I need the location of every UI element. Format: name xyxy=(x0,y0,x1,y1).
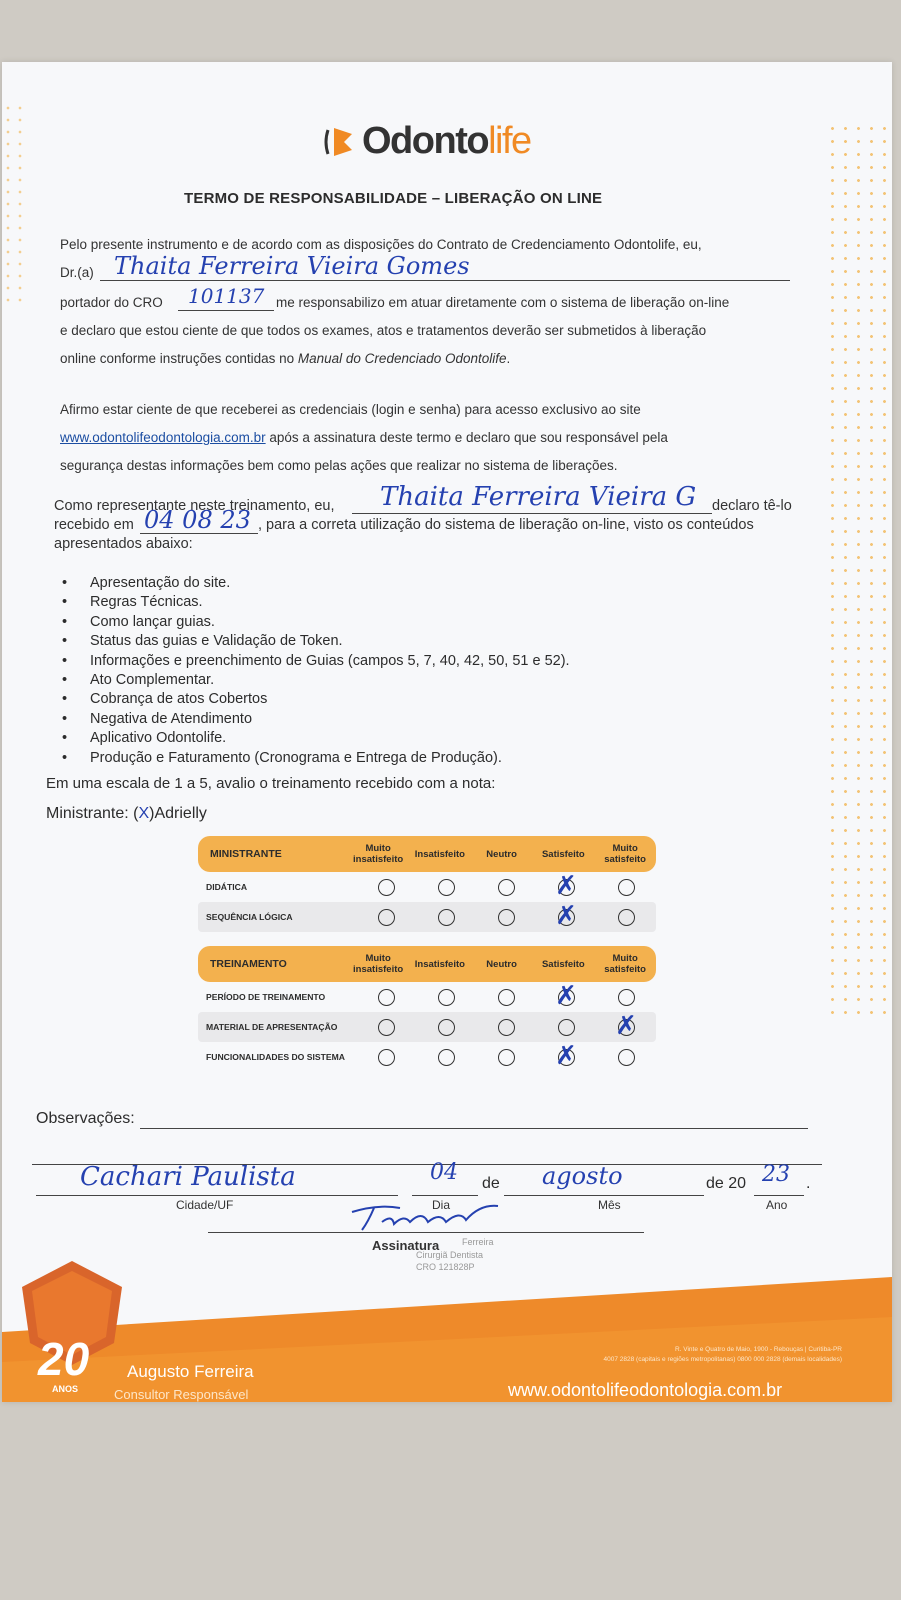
radio-circle-icon[interactable] xyxy=(438,1019,455,1036)
ministrante-table xyxy=(198,836,656,932)
check-mark-icon: ✗ xyxy=(615,1010,637,1041)
radio-circle-icon[interactable] xyxy=(498,1019,515,1036)
radio-circle-icon[interactable] xyxy=(438,1049,455,1066)
radio-circle-icon[interactable] xyxy=(378,1019,395,1036)
dr-name-line xyxy=(100,280,790,281)
rating-option[interactable] xyxy=(476,1019,536,1036)
rating-option[interactable] xyxy=(356,1019,416,1036)
anniversary-number: 20 xyxy=(38,1333,90,1385)
credentials-line2: www.odontolifeodontologia.com.br após a assinatura deste termo e declaro que sou responsável pela xyxy=(60,430,668,445)
radio-circle-icon[interactable] xyxy=(438,989,455,1006)
radio-circle-icon[interactable] xyxy=(498,989,515,1006)
cro-label: portador do CRO xyxy=(60,295,163,310)
rating-option[interactable] xyxy=(596,909,656,926)
rating-option[interactable] xyxy=(536,1040,596,1071)
rating-option[interactable] xyxy=(416,909,476,926)
radio-circle-icon[interactable] xyxy=(378,989,395,1006)
rating-option[interactable] xyxy=(416,1049,476,1066)
day-label: Dia xyxy=(432,1198,451,1212)
radio-circle-icon[interactable] xyxy=(558,1019,575,1036)
training-name-handwritten: Thaita Ferreira Vieira G xyxy=(380,482,697,512)
decorative-dots xyxy=(2,102,22,302)
document-page xyxy=(2,62,892,1402)
rating-option[interactable] xyxy=(596,1049,656,1066)
list-item: • Apresentação do site. xyxy=(60,574,570,593)
stamp-line3: CRO 121828P xyxy=(416,1262,475,1272)
rating-option[interactable] xyxy=(476,989,536,1006)
ministrante-line: Ministrante: (X)Adrielly xyxy=(46,805,207,822)
dr-label: Dr.(a) xyxy=(60,265,94,280)
consultant-name: Augusto Ferreira xyxy=(127,1362,254,1381)
consultant-role: Consultor Responsável xyxy=(114,1387,249,1402)
list-item: • Aplicativo Odontolife. xyxy=(60,729,570,748)
month-label: Mês xyxy=(598,1198,621,1212)
observacoes-label: Observações: xyxy=(36,1110,135,1127)
credentials-line3: segurança destas informações bem como pelas ações que realizar no sistema de liberações. xyxy=(60,458,618,473)
intro-line1: Pelo presente instrumento e de acordo com as disposições do Contrato de Credenciamento Odontolife, eu, xyxy=(60,237,702,252)
dr-name-handwritten: Thaita Ferreira Vieira Gomes xyxy=(114,252,470,280)
signature-drawing xyxy=(348,1200,508,1236)
radio-circle-icon[interactable] xyxy=(438,909,455,926)
check-mark-icon: ✗ xyxy=(555,870,577,901)
treinamento-table xyxy=(198,946,656,1072)
training-line3: apresentados abaixo: xyxy=(54,536,193,552)
check-mark-icon: ✗ xyxy=(555,980,577,1011)
radio-circle-icon[interactable] xyxy=(438,879,455,896)
list-item: • Informações e preenchimento de Guias (campos 5, 7, 40, 42, 50, 51 e 52). xyxy=(60,652,570,671)
table-header: TREINAMENTO Muito insatisfeito Insatisfeito Neutro Satisfeito Muito satisfeito xyxy=(198,946,656,982)
table-header: MINISTRANTE Muito insatisfeito Insatisfeito Neutro Satisfeito Muito satisfeito xyxy=(198,836,656,872)
day-handwritten: 04 xyxy=(430,1160,458,1185)
rating-option[interactable] xyxy=(596,1010,656,1041)
check-mark-icon: ✗ xyxy=(555,900,577,931)
training-date-handwritten: 04 08 23 xyxy=(144,506,251,534)
table-row: MATERIAL DE APRESENTAÇÃO ✗ xyxy=(198,1012,656,1042)
year-handwritten: 23 xyxy=(762,1162,790,1187)
rating-option[interactable] xyxy=(536,980,596,1011)
stamp-line1: Ferreira xyxy=(462,1237,494,1247)
table-row: FUNCIONALIDADES DO SISTEMA ✗ xyxy=(198,1042,656,1072)
month-handwritten: agosto xyxy=(542,1162,623,1190)
period: . xyxy=(806,1175,811,1192)
radio-circle-icon[interactable] xyxy=(378,1049,395,1066)
rating-option[interactable] xyxy=(416,989,476,1006)
radio-circle-icon[interactable] xyxy=(498,909,515,926)
radio-circle-icon[interactable] xyxy=(378,909,395,926)
list-item: • Produção e Faturamento (Cronograma e Entrega de Produção). xyxy=(60,749,570,768)
day-line xyxy=(412,1195,478,1196)
rating-option[interactable] xyxy=(476,909,536,926)
list-item: • Cobrança de atos Cobertos xyxy=(60,690,570,709)
radio-circle-icon[interactable] xyxy=(618,989,635,1006)
de-text-1: de xyxy=(482,1175,500,1192)
radio-circle-icon[interactable] xyxy=(618,879,635,896)
rating-option[interactable] xyxy=(536,1019,596,1036)
list-item: • Negativa de Atendimento xyxy=(60,710,570,729)
check-mark-icon: ✗ xyxy=(555,1040,577,1071)
city-label: Cidade/UF xyxy=(176,1198,234,1212)
rating-option[interactable] xyxy=(356,879,416,896)
month-line xyxy=(504,1195,704,1196)
de-text-2: de 20 xyxy=(706,1175,747,1192)
cro-line xyxy=(178,310,274,311)
topics-list xyxy=(60,574,570,768)
intro-line5: online conforme instruções contidas no Manual do Credenciado Odontolife. xyxy=(60,351,511,366)
rating-option[interactable] xyxy=(356,1049,416,1066)
site-link[interactable]: www.odontolifeodontologia.com.br xyxy=(60,430,266,445)
radio-circle-icon[interactable] xyxy=(498,1049,515,1066)
rating-option[interactable] xyxy=(536,870,596,901)
rating-option[interactable] xyxy=(596,989,656,1006)
rating-option[interactable] xyxy=(356,989,416,1006)
decorative-dots xyxy=(826,122,886,1022)
logo-text: Odontolife xyxy=(362,120,531,162)
year-label: Ano xyxy=(766,1198,788,1212)
intro-line3: me responsabilizo em atuar diretamente com o sistema de liberação on-line xyxy=(276,295,730,310)
signature-label: Assinatura xyxy=(372,1238,440,1253)
city-handwritten: Cachari Paulista xyxy=(80,1162,296,1192)
observacoes-line xyxy=(140,1128,808,1129)
training-line2: , para a correta utilização do sistema de liberação on-line, visto os conteúdos xyxy=(258,517,754,533)
document-title: TERMO DE RESPONSABILIDADE – LIBERAÇÃO ON LINE xyxy=(184,190,603,207)
intro-line4: e declaro que estou ciente de que todos os exames, atos e tratamentos deverão ser submetidos à liberação xyxy=(60,323,707,338)
radio-circle-icon[interactable] xyxy=(618,1049,635,1066)
footer-address: R. Vinte e Quatro de Maio, 1900 - Rebouças | Curitiba-PR 4007 2828 (capitais e regiões metropolitanas) 0800 000 2828 (demais localidades) xyxy=(603,1346,842,1363)
radio-circle-icon[interactable] xyxy=(498,879,515,896)
radio-circle-icon[interactable] xyxy=(618,909,635,926)
table-row: SEQUÊNCIA LÓGICA ✗ xyxy=(198,902,656,932)
anniversary-label: ANOS xyxy=(52,1384,79,1394)
year-line xyxy=(754,1195,804,1196)
list-item: • Ato Complementar. xyxy=(60,671,570,690)
table-row: DIDÁTICA ✗ xyxy=(198,872,656,902)
odontolife-logo xyxy=(322,120,531,163)
rating-option[interactable] xyxy=(356,909,416,926)
logo-mark-icon xyxy=(322,124,356,160)
training-recebido: recebido em xyxy=(54,517,134,533)
scale-text: Em uma escala de 1 a 5, avalio o treinamento recebido com a nota: xyxy=(46,775,496,792)
rating-option[interactable] xyxy=(596,879,656,896)
rating-option[interactable] xyxy=(416,879,476,896)
city-line xyxy=(36,1195,398,1196)
list-item: • Regras Técnicas. xyxy=(60,593,570,612)
radio-circle-icon[interactable] xyxy=(378,879,395,896)
training-line1: Como representante neste treinamento, eu, xyxy=(54,498,335,514)
table-row: PERÍODO DE TREINAMENTO ✗ xyxy=(198,982,656,1012)
rating-option[interactable] xyxy=(476,879,536,896)
footer-url[interactable]: www.odontolifeodontologia.com.br xyxy=(508,1380,783,1400)
credentials-line1: Afirmo estar ciente de que receberei as credenciais (login e senha) para acesso exclusivo ao site xyxy=(60,402,641,417)
cro-value-handwritten: 101137 xyxy=(188,284,265,308)
list-item: • Status das guias e Validação de Token. xyxy=(60,632,570,651)
stamp-line2: Cirurgiã Dentista xyxy=(416,1250,484,1260)
rating-option[interactable] xyxy=(416,1019,476,1036)
training-declaro: declaro tê-lo xyxy=(712,498,792,514)
rating-option[interactable] xyxy=(536,900,596,931)
list-item: • Como lançar guias. xyxy=(60,613,570,632)
rating-option[interactable] xyxy=(476,1049,536,1066)
